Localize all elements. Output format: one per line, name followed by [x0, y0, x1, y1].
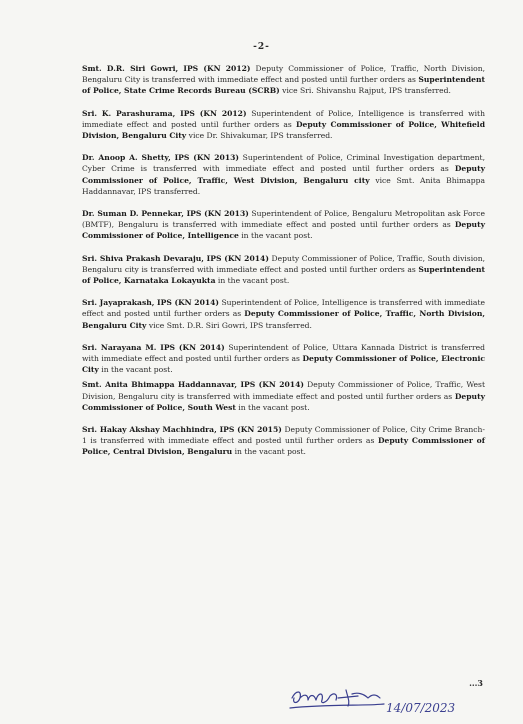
posting-title: Deputy Commissioner of Police, Traffic, West Division, Bengaluru city: [82, 164, 485, 185]
transfer-orders-list: [82, 63, 485, 458]
officer-name: Sri. Jayaprakash, IPS (KN 2014): [82, 298, 220, 308]
officer-name: Smt. Anita Bhimappa Haddannavar, IPS (KN 2014): [82, 380, 304, 390]
signature-date: 14/07/2023: [386, 701, 456, 715]
posting-title: Deputy Commissioner of Police, Intelligence: [82, 220, 485, 241]
order-text-tail: vice Smt. Anita Bhimappa Haddannavar, IPS transferred.: [82, 175, 486, 196]
order-text-tail: in the vacant post.: [235, 402, 310, 412]
order-text: Superintendent of Police, Bengaluru Metropolitan ask Force (BMTF), Bengaluru is transferred with immediate effect and posted until further orders as: [82, 209, 485, 230]
transfer-order-paragraph: [82, 424, 485, 458]
order-text-tail: in the vacant post.: [238, 231, 313, 241]
continued-page-marker: ...3: [469, 678, 483, 688]
transfer-order-paragraph: [82, 342, 485, 376]
page-number: -2-: [253, 42, 270, 52]
order-text: Superintendent of Police, Intelligence is transferred with immediate effect and posted until further orders as: [82, 108, 485, 129]
order-text: Deputy Commissioner of Police, City Crime Branch-1 is transferred with immediate effect and posted until further orders as: [82, 425, 485, 446]
order-text: Deputy Commissioner of Police, Traffic, West Division, Bengaluru city is transferred with immediate effect and posted until further orders as: [82, 380, 485, 401]
posting-title: Deputy Commissioner of Police, Central Division, Bengaluru: [82, 436, 485, 457]
handwritten-signature: [288, 684, 478, 718]
posting-title: Superintendent of Police, Karnataka Lokayukta: [82, 264, 485, 286]
posting-title: Deputy Commissioner of Police, South West: [82, 391, 485, 412]
transfer-order-paragraph: [82, 108, 485, 142]
posting-title: Superintendent of Police, State Crime Records Bureau (SCRB): [82, 75, 485, 96]
order-text: Superintendent of Police, Uttara Kannada District is transferred with immediate effect and posted until further orders as: [82, 342, 485, 364]
transfer-order-paragraph: [82, 379, 485, 413]
order-text: Deputy Commissioner of Police, Traffic, North Division, Bengaluru City is transferred with immediate effect and posted until further orders as: [82, 64, 485, 85]
officer-name: Smt. D.R. Siri Gowri, IPS (KN 2012): [82, 64, 251, 73]
officer-name: Sri. Shiva Prakash Devaraju, IPS (KN 2014): [82, 253, 269, 263]
transfer-order-paragraph: [82, 253, 485, 287]
order-text: Deputy Commissioner of Police, Traffic, South division, Bengaluru city is transferred with immediate effect and posted until further orders as: [82, 253, 485, 274]
order-text-tail: in the vacant post.: [215, 276, 290, 286]
officer-name: Sri. K. Parashurama, IPS (KN 2012): [82, 108, 247, 118]
officer-name: Dr. Suman D. Pennekar, IPS (KN 2013): [82, 209, 249, 219]
officer-name: Dr. Anoop A. Shetty, IPS (KN 2013): [82, 153, 239, 163]
order-text-tail: vice Smt. D.R. Siri Gowri, IPS transferred.: [146, 320, 312, 330]
posting-title: Deputy Commissioner of Police, Whitefield Division, Bengaluru City: [82, 119, 486, 141]
order-text: Superintendent of Police, Intelligence is transferred with immediate effect and posted until further orders as: [82, 298, 485, 319]
posting-title: Deputy Commissioner of Police, Electronic City: [82, 354, 485, 375]
order-text-tail: vice Dr. Shivakumar, IPS transferred.: [186, 131, 333, 141]
transfer-order-paragraph: [82, 208, 485, 242]
officer-name: Sri. Narayana M. IPS (KN 2014): [82, 342, 225, 352]
order-text: Superintendent of Police, Criminal Investigation department, Cyber Crime is transferred with immediate effect and posted until further orders as: [82, 153, 486, 174]
order-text-tail: vice Sri. Shivanshu Rajput, IPS transferred.: [279, 86, 451, 96]
posting-title: Deputy Commissioner of Police, Traffic, North Division, Bengaluru City: [82, 309, 485, 330]
order-text-tail: in the vacant post.: [232, 447, 306, 457]
transfer-order-paragraph: [82, 297, 485, 331]
officer-name: Sri. Hakay Akshay Machhindra, IPS (KN 2015): [82, 425, 282, 435]
transfer-order-paragraph: [82, 152, 485, 197]
order-text-tail: in the vacant post.: [98, 365, 173, 375]
transfer-order-paragraph: [82, 63, 485, 97]
